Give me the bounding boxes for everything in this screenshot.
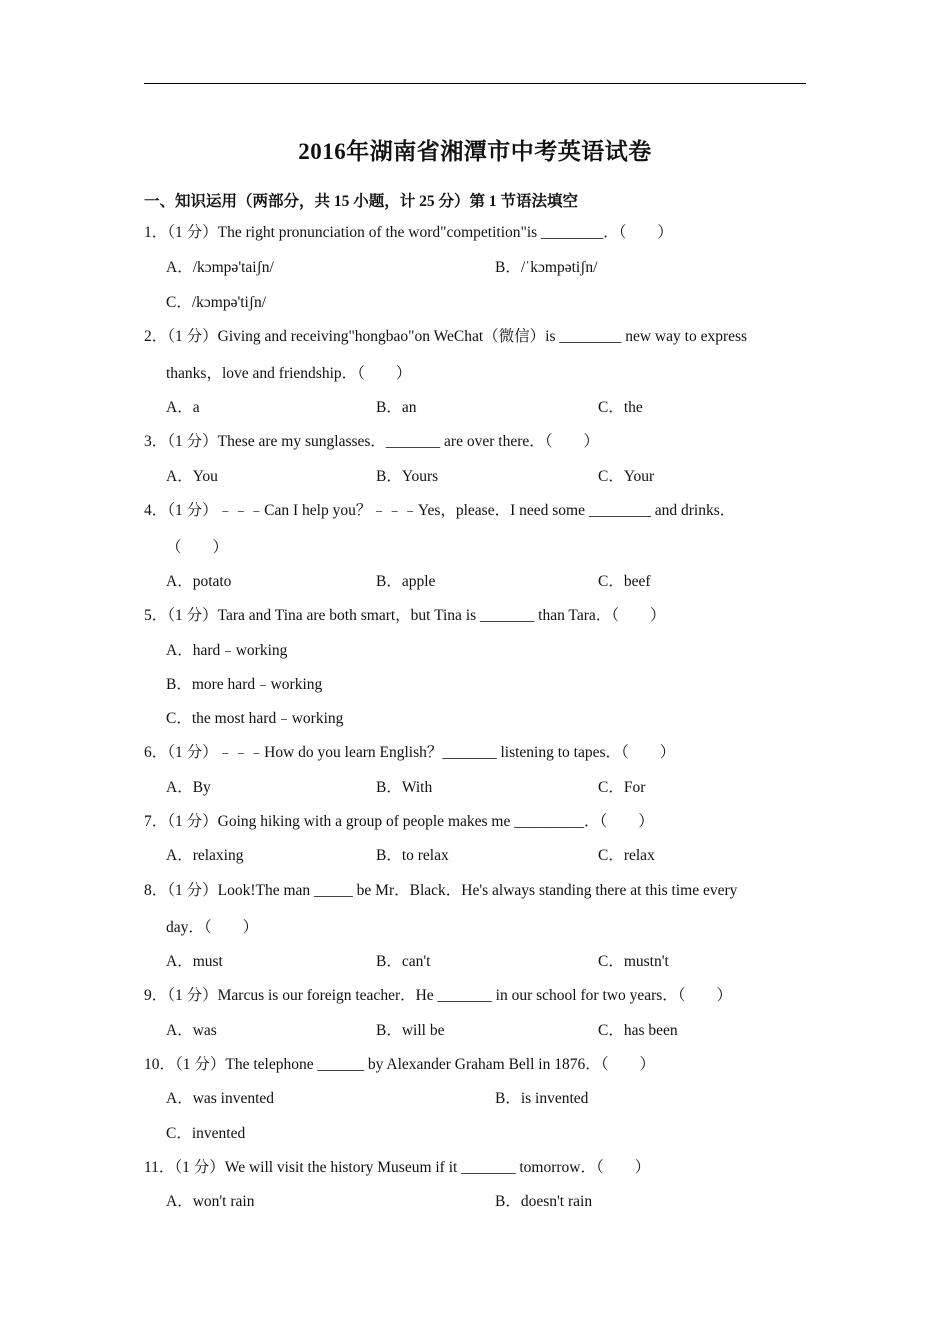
question-10-option-b: B．is invented [495, 1090, 589, 1107]
question-5-option-b: B．more hard﹣working [166, 676, 323, 693]
question-1-option-b: B．/ˈkɔmpətiʃn/ [495, 259, 598, 276]
question-5-option-a: A．hard﹣working [166, 642, 288, 659]
question-6-option-b: B．With [376, 779, 433, 796]
question-8-option-b: B．can't [376, 953, 431, 970]
question-3-stem: 3．（1 分）These are my sunglasses．_______ are over there．（ ） [144, 433, 599, 450]
question-4-option-b: B．apple [376, 573, 436, 590]
question-11-stem: 11．（1 分）We will visit the history Museum if it _______ tomorrow．（ ） [144, 1159, 651, 1176]
question-7-stem: 7．（1 分）Going hiking with a group of people makes me _________．（ ） [144, 813, 654, 830]
question-2-option-a: A．a [166, 399, 200, 416]
question-8-stem: 8．（1 分）Look!The man _____ be Mr．Black．He's always standing there at this time every [144, 882, 738, 899]
section-heading: 一、知识运用（两部分，共 15 小题，计 25 分）第 1 节语法填空 [144, 193, 579, 210]
question-4-stem: 4．（1 分）﹣﹣﹣Can I help you？﹣﹣﹣Yes，please．I need some ________ and drinks． [144, 502, 736, 519]
question-1-option-c: C．/kɔmpə'tiʃn/ [166, 294, 267, 311]
question-11-option-b: B．doesn't rain [495, 1193, 593, 1210]
question-9-stem: 9．（1 分）Marcus is our foreign teacher．He _______ in our school for two years．（ ） [144, 987, 733, 1004]
question-5-option-c: C．the most hard﹣working [166, 710, 344, 727]
page-title: 2016年湖南省湘潭市中考英语试卷 [298, 139, 652, 164]
question-3-option-b: B．Yours [376, 468, 439, 485]
question-9-option-b: B．will be [376, 1022, 445, 1039]
question-8-option-a: A．must [166, 953, 223, 970]
question-6-option-a: A．By [166, 779, 211, 796]
header-rule [144, 83, 806, 84]
question-6-stem: 6．（1 分）﹣﹣﹣How do you learn English？_______ listening to tapes．（ ） [144, 744, 676, 761]
question-7-option-b: B．to relax [376, 847, 449, 864]
question-3-option-c: C．Your [598, 468, 655, 485]
question-10-stem: 10．（1 分）The telephone ______ by Alexander Graham Bell in 1876．（ ） [144, 1056, 655, 1073]
question-2-option-c: C．the [598, 399, 643, 416]
question-11-option-a: A．won't rain [166, 1193, 255, 1210]
question-7-option-c: C．relax [598, 847, 655, 864]
question-8-option-c: C．mustn't [598, 953, 669, 970]
question-3-option-a: A．You [166, 468, 218, 485]
question-2-stem: 2．（1 分）Giving and receiving"hongbao"on WeChat（微信）is ________ new way to express [144, 328, 748, 345]
question-10-option-c: C．invented [166, 1125, 246, 1142]
question-2-option-b: B．an [376, 399, 417, 416]
question-2-stem-cont: thanks，love and friendship．（ ） [166, 365, 412, 382]
question-7-option-a: A．relaxing [166, 847, 244, 864]
question-4-option-a: A．potato [166, 573, 232, 590]
question-1-option-a: A．/kɔmpə'taiʃn/ [166, 259, 274, 276]
question-6-option-c: C．For [598, 779, 646, 796]
question-4-option-c: C．beef [598, 573, 651, 590]
question-9-option-a: A．was [166, 1022, 217, 1039]
question-4-stem-cont: （ ） [166, 539, 229, 556]
question-10-option-a: A．was invented [166, 1090, 275, 1107]
question-8-stem-cont: day．（ ） [166, 919, 259, 936]
question-5-stem: 5．（1 分）Tara and Tina are both smart，but Tina is _______ than Tara．（ ） [144, 607, 666, 624]
question-9-option-c: C．has been [598, 1022, 678, 1039]
question-1-stem: 1．（1 分）The right pronunciation of the word"competition"is ________．（ ） [144, 224, 673, 241]
